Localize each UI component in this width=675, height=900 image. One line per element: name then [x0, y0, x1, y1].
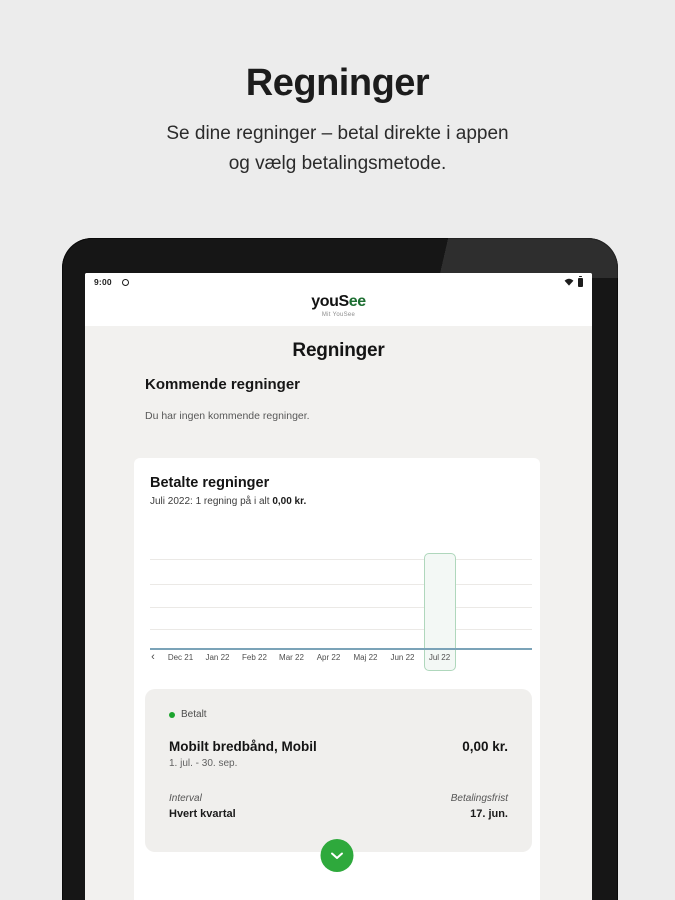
bill-interval-value: Hvert kvartal — [169, 808, 236, 820]
bill-title-row — [169, 739, 508, 754]
chart-axis-line — [150, 648, 532, 650]
expand-bill-button[interactable] — [321, 839, 354, 872]
gridline — [150, 607, 532, 608]
chart-month-feb-22[interactable]: Feb 22 — [242, 653, 267, 662]
bill-meta-values — [169, 808, 508, 820]
bill-due-label: Betalingsfrist — [450, 793, 508, 804]
chart-month-dec-21[interactable]: Dec 21 — [167, 653, 194, 662]
hero-section — [0, 0, 675, 180]
paid-status-dot-icon — [169, 712, 175, 718]
logo-tagline: Mit YouSee — [321, 312, 356, 318]
tablet-mockup — [62, 238, 618, 900]
bill-interval-label: Interval — [169, 793, 202, 804]
bill-status-label: Betalt — [181, 709, 207, 720]
yousee-logo — [85, 293, 592, 311]
bill-meta-labels — [169, 793, 508, 804]
bill-due-value: 17. jun. — [470, 808, 508, 820]
chart-month-jun-22[interactable]: Jun 22 — [390, 653, 415, 662]
chart-prev-arrow-icon[interactable]: ‹ — [151, 651, 155, 663]
record-dot-icon — [122, 279, 129, 286]
page-subtitle — [0, 119, 675, 180]
chart-month-maj-22[interactable]: Maj 22 — [353, 653, 378, 662]
logo-prefix: youS — [311, 293, 349, 310]
chevron-down-icon — [331, 852, 344, 860]
bills-history-chart — [150, 541, 532, 676]
screen-title: Regninger — [292, 340, 385, 361]
upcoming-bills-heading: Kommende regninger — [145, 376, 301, 393]
chart-month-apr-22[interactable]: Apr 22 — [316, 653, 341, 662]
page-subtitle-line2: og vælg betalingsmetode. — [228, 153, 447, 175]
page-subtitle-line1: Se dine regninger – betal direkte i appen — [166, 123, 509, 144]
bill-amount: 0,00 kr. — [462, 739, 508, 754]
gridline — [150, 629, 532, 630]
status-icons — [564, 278, 583, 287]
chart-month-labels — [162, 652, 458, 664]
chart-month-jan-22[interactable]: Jan 22 — [205, 653, 230, 662]
bill-period: 1. jul. - 30. sep. — [169, 758, 238, 769]
wifi-icon — [564, 278, 574, 286]
paid-bills-summary — [150, 496, 540, 507]
app-header — [85, 291, 592, 326]
bill-title: Mobilt bredbånd, Mobil — [169, 739, 317, 754]
bill-detail-card[interactable] — [145, 689, 532, 852]
status-time: 9:00 — [94, 277, 112, 287]
bezel-reflection — [356, 238, 618, 278]
page-title: Regninger — [245, 62, 430, 104]
status-bar — [85, 273, 592, 291]
paid-bills-card — [134, 458, 540, 900]
summary-amount: 0,00 kr. — [272, 496, 307, 507]
chart-month-jul-22[interactable]: Jul 22 — [428, 653, 451, 662]
app-screen — [85, 273, 592, 900]
battery-icon — [578, 278, 583, 287]
logo-suffix: ee — [348, 293, 366, 310]
upcoming-bills-empty-message: Du har ingen kommende regninger. — [145, 410, 310, 422]
gridline — [150, 559, 532, 560]
app-content — [85, 326, 592, 900]
bill-status-badge — [169, 709, 508, 720]
chart-month-mar-22[interactable]: Mar 22 — [279, 653, 304, 662]
paid-bills-heading: Betalte regninger — [150, 475, 270, 491]
summary-text: Juli 2022: 1 regning på i alt — [150, 496, 273, 507]
gridline — [150, 584, 532, 585]
